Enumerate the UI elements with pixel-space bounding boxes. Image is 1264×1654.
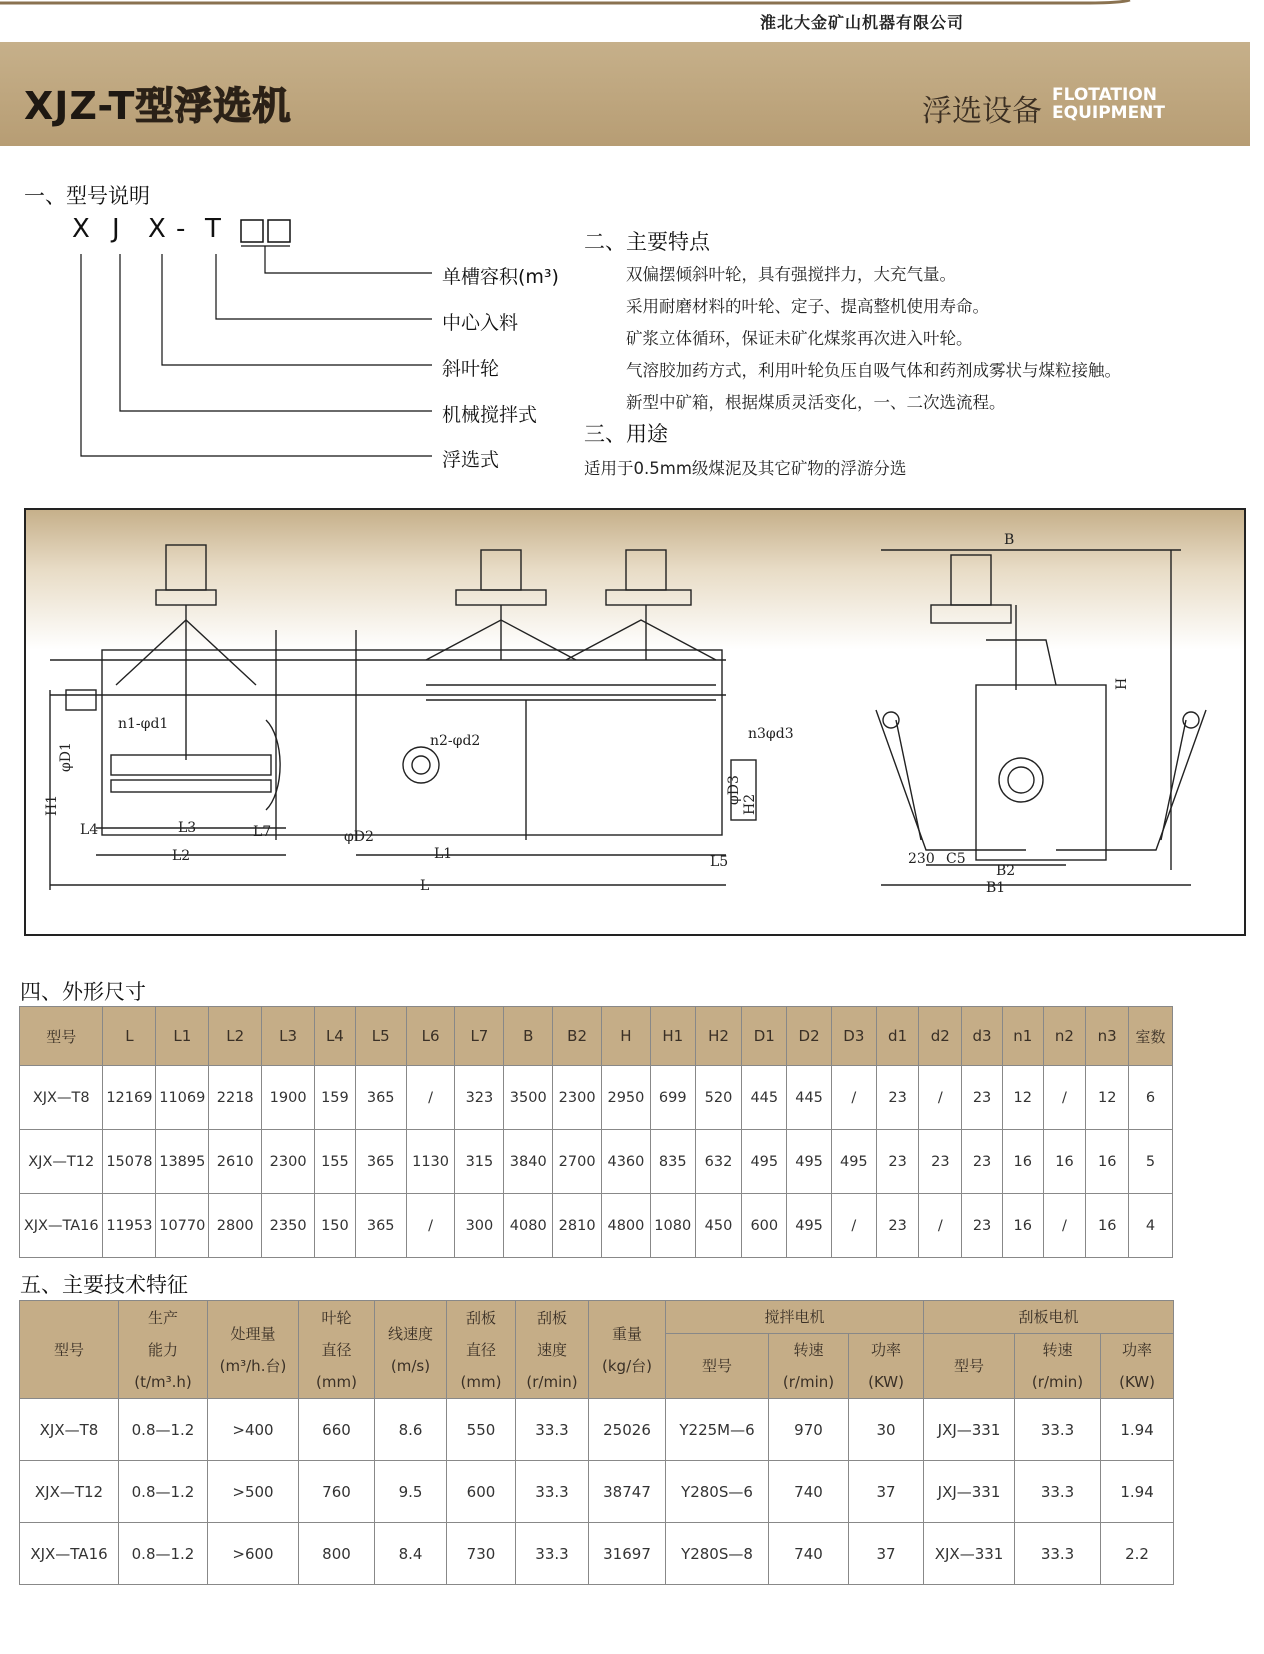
page-title (24, 75, 291, 130)
usage-text: 适用于0.5mm级煤泥及其它矿物的浮游分选 (584, 459, 907, 478)
col-header: H2 (695, 1007, 742, 1066)
table-cell: 495 (787, 1194, 832, 1258)
category-en-line2: EQUIPMENT (1052, 103, 1166, 123)
table-cell: 2.2 (1101, 1523, 1174, 1585)
table-row (20, 1399, 1174, 1461)
table-cell: 30 (849, 1399, 924, 1461)
category-en (1052, 86, 1165, 122)
table-cell: 1080 (650, 1194, 695, 1258)
table-cell: 760 (299, 1461, 375, 1523)
table-cell: 1.94 (1101, 1399, 1174, 1461)
table-cell: JXJ—331 (924, 1461, 1015, 1523)
table-cell: 13895 (156, 1130, 209, 1194)
table-cell: 0.8—1.2 (119, 1461, 208, 1523)
table-cell: 8.4 (375, 1523, 447, 1585)
feature-item: 新型中矿箱，根据煤质灵活变化，一、二次选流程。 (626, 393, 1006, 412)
category-label: 浮选设备 (922, 94, 1042, 129)
machine-drawing (24, 508, 1246, 936)
table-cell: / (919, 1194, 962, 1258)
table-cell: 16 (1002, 1194, 1043, 1258)
table-cell: 150 (315, 1194, 356, 1258)
col-header: L (103, 1007, 156, 1066)
table-cell: 2350 (262, 1194, 315, 1258)
table-cell: 699 (650, 1066, 695, 1130)
table-cell: 9.5 (375, 1461, 447, 1523)
col-header: B (504, 1007, 553, 1066)
table-cell: 970 (769, 1399, 849, 1461)
code-label-center-feed: 中心入料 (442, 312, 519, 334)
dim-label: L4 (80, 822, 99, 838)
table-cell: 4080 (504, 1194, 553, 1258)
table-cell: 16 (1002, 1130, 1043, 1194)
code-label-inclined-impeller: 斜叶轮 (442, 358, 500, 380)
table-cell: Y280S—6 (666, 1461, 769, 1523)
table-cell: 33.3 (516, 1523, 589, 1585)
table-cell: 4 (1129, 1194, 1173, 1258)
feature-item: 双偏摆倾斜叶轮，具有强搅拌力，大充气量。 (626, 265, 956, 284)
col-header: L7 (455, 1007, 504, 1066)
table-cell: 740 (769, 1523, 849, 1585)
dim-label: L2 (172, 848, 191, 864)
table-cell: XJX—T12 (20, 1130, 103, 1194)
dim-label: L7 (253, 824, 272, 840)
code-letter-4: - (176, 214, 189, 244)
table-cell: 2810 (553, 1194, 602, 1258)
table-cell: 3840 (504, 1130, 553, 1194)
table-cell: 600 (447, 1461, 516, 1523)
title-banner (0, 42, 1250, 146)
table-cell: / (919, 1066, 962, 1130)
table-cell: 33.3 (1015, 1461, 1101, 1523)
table-cell: XJX—TA16 (20, 1194, 103, 1258)
company-name: 淮北大金矿山机器有限公司 (759, 13, 964, 32)
table-cell: 11953 (103, 1194, 156, 1258)
table-cell: 2800 (209, 1194, 262, 1258)
table-cell: 10770 (156, 1194, 209, 1258)
table-cell: >500 (208, 1461, 299, 1523)
col-header: d3 (962, 1007, 1003, 1066)
code-label-flotation: 浮选式 (442, 449, 500, 471)
table-cell: 365 (355, 1194, 406, 1258)
table-cell: 800 (299, 1523, 375, 1585)
col-header-scraper-motor: 刮板电机 (924, 1301, 1174, 1334)
table-cell: 632 (695, 1130, 742, 1194)
col-header-stir-power: 功率 (KW) (849, 1334, 924, 1399)
table-cell: 23 (962, 1194, 1003, 1258)
table-cell: 315 (455, 1130, 504, 1194)
col-header-model: 型号 (20, 1301, 119, 1399)
table-cell: Y225M—6 (666, 1399, 769, 1461)
category-en-line1: FLOTATION (1052, 85, 1158, 105)
col-header-stir-model: 型号 (666, 1334, 769, 1399)
table-cell: 835 (650, 1130, 695, 1194)
dimensions-table (19, 1006, 1173, 1258)
table-cell: 159 (315, 1066, 356, 1130)
model-code-leader-lines (0, 210, 560, 470)
table-cell: / (831, 1194, 876, 1258)
table-header-row (20, 1007, 1173, 1066)
table-cell: 300 (455, 1194, 504, 1258)
code-label-mechanical-stirring: 机械搅拌式 (442, 404, 538, 426)
machine-drawing-svg (26, 510, 1244, 934)
table-cell: 2950 (602, 1066, 651, 1130)
table-cell: 495 (787, 1130, 832, 1194)
table-cell: 37 (849, 1461, 924, 1523)
table-cell: 33.3 (1015, 1523, 1101, 1585)
section4-heading: 四、外形尺寸 (20, 980, 146, 1004)
col-header: H1 (650, 1007, 695, 1066)
col-header: d1 (876, 1007, 919, 1066)
table-cell: XJX—T12 (20, 1461, 119, 1523)
table-cell: 12 (1086, 1066, 1129, 1130)
table-cell: 16 (1086, 1194, 1129, 1258)
table-cell: 11069 (156, 1066, 209, 1130)
table-cell: 23 (962, 1130, 1003, 1194)
table-cell: 23 (876, 1194, 919, 1258)
dim-label: n3φd3 (748, 726, 794, 742)
dim-label: B2 (996, 863, 1016, 879)
feature-item: 气溶胶加药方式，利用叶轮负压自吸气体和药剂成雾状与煤粒接触。 (626, 361, 1121, 380)
col-header: L5 (355, 1007, 406, 1066)
col-header: L3 (262, 1007, 315, 1066)
table-cell: 3500 (504, 1066, 553, 1130)
col-header-speed: 线速度 (m/s) (375, 1301, 447, 1399)
dim-label: L3 (178, 820, 197, 836)
table-cell: 12 (1002, 1066, 1043, 1130)
top-decor-line (0, 0, 1264, 10)
dim-label: B (1004, 532, 1015, 548)
table-row (20, 1461, 1174, 1523)
table-cell: 23 (962, 1066, 1003, 1130)
table-cell: / (831, 1066, 876, 1130)
table-row (20, 1523, 1174, 1585)
col-header: D1 (742, 1007, 787, 1066)
table-cell: 4800 (602, 1194, 651, 1258)
table-cell: XJX—T8 (20, 1066, 103, 1130)
table-cell: 38747 (589, 1461, 666, 1523)
feature-item: 矿浆立体循环，保证未矿化煤浆再次进入叶轮。 (626, 329, 973, 348)
table-cell: 23 (919, 1130, 962, 1194)
col-header-scraper-rpm: 转速 (r/min) (1015, 1334, 1101, 1399)
table-cell: 740 (769, 1461, 849, 1523)
col-header: n2 (1043, 1007, 1086, 1066)
col-header: n3 (1086, 1007, 1129, 1066)
section1-heading: 一、型号说明 (24, 184, 150, 208)
dim-label: B1 (986, 880, 1006, 896)
table-cell: 5 (1129, 1130, 1173, 1194)
table-cell: / (406, 1194, 455, 1258)
table-cell: 15078 (103, 1130, 156, 1194)
table-cell: 23 (876, 1066, 919, 1130)
col-header: D2 (787, 1007, 832, 1066)
dim-label: L1 (434, 846, 453, 862)
dim-label: φD2 (344, 829, 374, 845)
title-model: XJZ-T (24, 84, 136, 128)
col-header: 型号 (20, 1007, 103, 1066)
table-cell: 4360 (602, 1130, 651, 1194)
code-label-volume: 单槽容积(m³) (442, 266, 559, 288)
table-cell: XJX—331 (924, 1523, 1015, 1585)
title-name: 型浮选机 (135, 84, 292, 128)
code-letter-1: X (72, 214, 93, 244)
specs-table (19, 1300, 1174, 1585)
col-header-scraper-speed: 刮板 速度 (r/min) (516, 1301, 589, 1399)
dim-label: φD1 (58, 742, 74, 772)
table-cell: >400 (208, 1399, 299, 1461)
table-cell: 33.3 (516, 1461, 589, 1523)
col-header: B2 (553, 1007, 602, 1066)
table-cell: 16 (1086, 1130, 1129, 1194)
col-header: n1 (1002, 1007, 1043, 1066)
section2-heading: 二、主要特点 (584, 230, 710, 254)
feature-item: 采用耐磨材料的叶轮、定子、提高整机使用寿命。 (626, 297, 989, 316)
table-cell: 730 (447, 1523, 516, 1585)
table-cell: 25026 (589, 1399, 666, 1461)
dim-label: n2-φd2 (430, 733, 481, 749)
col-header: L4 (315, 1007, 356, 1066)
col-header: d2 (919, 1007, 962, 1066)
table-cell: 450 (695, 1194, 742, 1258)
table-cell: 1.94 (1101, 1461, 1174, 1523)
table-cell: / (1043, 1194, 1086, 1258)
table-cell: Y280S—8 (666, 1523, 769, 1585)
table-row (20, 1194, 1173, 1258)
table-cell: 33.3 (1015, 1399, 1101, 1461)
table-cell: XJX—T8 (20, 1399, 119, 1461)
table-cell: 1130 (406, 1130, 455, 1194)
col-header-impeller: 叶轮 直径 (mm) (299, 1301, 375, 1399)
dim-label: L5 (710, 854, 729, 870)
table-cell: 495 (742, 1130, 787, 1194)
col-header-stir-rpm: 转速 (r/min) (769, 1334, 849, 1399)
col-header: L6 (406, 1007, 455, 1066)
table-cell: 2300 (262, 1130, 315, 1194)
table-cell: 1900 (262, 1066, 315, 1130)
table-cell: / (1043, 1066, 1086, 1130)
dim-label: H (1114, 677, 1130, 690)
table-cell: 33.3 (516, 1399, 589, 1461)
code-letter-5: T (205, 214, 224, 244)
table-cell: 495 (831, 1130, 876, 1194)
dim-label: H2 (742, 793, 758, 815)
table-cell: 550 (447, 1399, 516, 1461)
col-header-weight: 重量 (kg/台) (589, 1301, 666, 1399)
dim-label: C5 (946, 851, 966, 867)
code-letter-2: J (112, 214, 123, 244)
table-cell: 6 (1129, 1066, 1173, 1130)
table-cell: 520 (695, 1066, 742, 1130)
table-cell: 445 (742, 1066, 787, 1130)
table-cell: >600 (208, 1523, 299, 1585)
col-header-stir-motor: 搅拌电机 (666, 1301, 924, 1334)
table-cell: 365 (355, 1130, 406, 1194)
table-cell: 31697 (589, 1523, 666, 1585)
col-header: L1 (156, 1007, 209, 1066)
table-cell: 0.8—1.2 (119, 1399, 208, 1461)
col-header-scraper-power: 功率 (KW) (1101, 1334, 1174, 1399)
table-cell: 0.8—1.2 (119, 1523, 208, 1585)
table-cell: 16 (1043, 1130, 1086, 1194)
table-cell: 37 (849, 1523, 924, 1585)
table-cell: 323 (455, 1066, 504, 1130)
dim-label: H1 (44, 794, 60, 816)
col-header: D3 (831, 1007, 876, 1066)
table-cell: XJX—TA16 (20, 1523, 119, 1585)
dim-label: L (420, 878, 430, 894)
table-cell: 2300 (553, 1066, 602, 1130)
table-cell: 12169 (103, 1066, 156, 1130)
table-cell: 660 (299, 1399, 375, 1461)
col-header-scraper-diameter: 刮板 直径 (mm) (447, 1301, 516, 1399)
table-cell: / (406, 1066, 455, 1130)
section3-heading: 三、用途 (584, 422, 668, 446)
col-header-throughput: 处理量 (m³/h.台) (208, 1301, 299, 1399)
section5-heading: 五、主要技术特征 (20, 1273, 188, 1297)
table-row (20, 1066, 1173, 1130)
col-header-capacity: 生产 能力 (t/m³.h) (119, 1301, 208, 1399)
dim-label: 230 (908, 851, 935, 867)
table-row (20, 1130, 1173, 1194)
code-letter-3: X (148, 214, 169, 244)
table-cell: 445 (787, 1066, 832, 1130)
dim-label: n1-φd1 (118, 716, 169, 732)
dim-label: φD3 (726, 775, 742, 805)
table-cell: JXJ—331 (924, 1399, 1015, 1461)
table-cell: 155 (315, 1130, 356, 1194)
table-cell: 8.6 (375, 1399, 447, 1461)
table-cell: 2700 (553, 1130, 602, 1194)
table-cell: 365 (355, 1066, 406, 1130)
table-cell: 23 (876, 1130, 919, 1194)
table-cell: 2218 (209, 1066, 262, 1130)
table-cell: 600 (742, 1194, 787, 1258)
table-cell: 2610 (209, 1130, 262, 1194)
col-header: H (602, 1007, 651, 1066)
col-header: 室数 (1129, 1007, 1173, 1066)
col-header: L2 (209, 1007, 262, 1066)
col-header-scraper-model: 型号 (924, 1334, 1015, 1399)
